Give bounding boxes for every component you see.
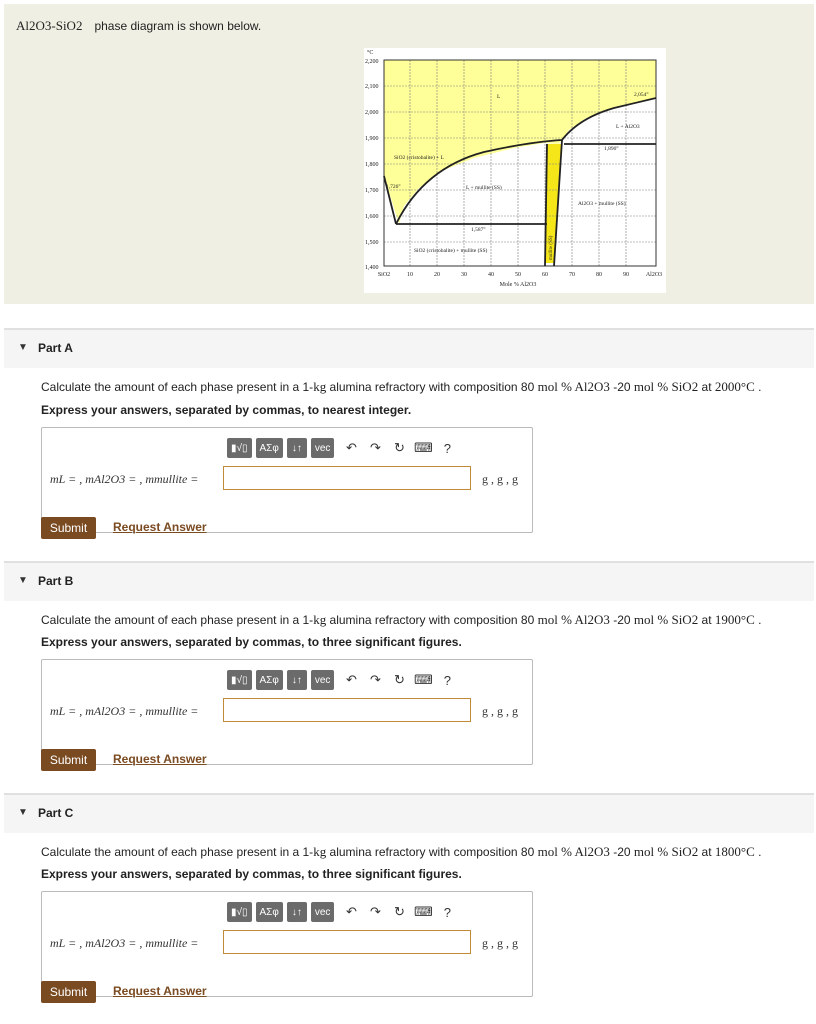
request-answer-link[interactable]: Request Answer	[113, 520, 207, 534]
question-text: alumina refractory with composition 80	[326, 613, 538, 627]
y-tick: 1,400	[365, 265, 379, 271]
question-unit: mol	[537, 379, 558, 394]
help-icon[interactable]: ?	[443, 440, 452, 456]
submit-button[interactable]: Submit	[41, 981, 96, 1003]
question-text: .	[754, 613, 762, 627]
x-tick: 80	[596, 272, 602, 278]
temp-1726: 1,726°	[386, 184, 401, 190]
region-l-al2o3: L + Al2O3	[616, 124, 640, 130]
x-tick: 20	[434, 272, 440, 278]
reset-icon[interactable]: ↻	[393, 672, 405, 687]
x-axis-label: Mole % Al2O3	[499, 282, 537, 288]
reset-icon[interactable]: ↻	[393, 440, 405, 455]
region-sio2-mullite: SiO2 (cristobalite) + mullite (SS)	[414, 248, 488, 254]
part-b-question	[41, 612, 761, 628]
question-unit: kg	[313, 844, 327, 859]
x-tick: 60	[542, 272, 548, 278]
question-temp: 2000°C	[714, 379, 755, 394]
answer-label: mL = , mAl2O3 = , mmullite =	[50, 936, 199, 950]
question-text: -20	[609, 380, 634, 394]
chevron-down-icon[interactable]: ▼	[18, 575, 28, 586]
question-unit: kg	[313, 612, 327, 627]
question-text: .	[754, 845, 762, 859]
request-answer-link[interactable]: Request Answer	[113, 984, 207, 998]
undo-icon[interactable]: ↶	[345, 672, 357, 687]
temp-1587: 1,587°	[471, 227, 486, 233]
math-toolbar	[227, 437, 458, 459]
question-formula: Al2O3	[574, 844, 610, 859]
help-icon[interactable]: ?	[443, 904, 452, 920]
chevron-down-icon[interactable]: ▼	[18, 807, 28, 818]
region-sio2-l: SiO2 (cristobalite) + L	[394, 155, 444, 161]
question-formula: Al2O3	[574, 612, 610, 627]
x-tick: SiO2	[377, 272, 391, 278]
answer-units: g , g , g	[482, 936, 518, 950]
y-tick: 1,600	[365, 214, 379, 220]
submit-button[interactable]: Submit	[41, 749, 96, 771]
templates-button[interactable]: ▮√▯	[227, 902, 252, 922]
part-a-instruction: Express your answers, separated by commas, to nearest integer.	[41, 403, 412, 417]
y-axis-unit: °C	[367, 50, 374, 56]
chevron-down-icon[interactable]: ▼	[18, 342, 28, 353]
reset-icon[interactable]: ↻	[393, 904, 405, 919]
templates-button[interactable]: ▮√▯	[227, 438, 252, 458]
redo-icon[interactable]: ↷	[369, 904, 381, 919]
greek-button[interactable]: ΑΣφ	[256, 438, 283, 458]
region-mullite: mullite (SS)	[549, 235, 554, 260]
region-l-mullite: L + mullite (SS)	[466, 185, 502, 191]
x-tick: Al2O3	[645, 272, 663, 278]
region-liquid: L	[497, 94, 501, 100]
diagram-fill-region	[384, 60, 656, 224]
x-tick: 40	[488, 272, 494, 278]
part-b-answer-box	[41, 659, 533, 765]
temp-2054: 2,054°	[634, 92, 649, 98]
question-formula: SiO2	[671, 844, 699, 859]
question-formula: Al2O3	[574, 379, 610, 394]
greek-button[interactable]: ΑΣφ	[256, 902, 283, 922]
part-b-header[interactable]	[4, 561, 814, 601]
question-temp: 1800°C	[714, 844, 755, 859]
part-c-title: Part C	[38, 806, 74, 820]
question-text: -20	[609, 613, 634, 627]
y-tick: 1,500	[365, 240, 379, 246]
question-unit: mol	[633, 612, 655, 627]
question-unit: mol	[633, 379, 655, 394]
math-toolbar	[227, 901, 458, 923]
question-text: at	[698, 613, 715, 627]
question-unit: kg	[313, 379, 327, 394]
region-al2o3-mullite: Al2O3 + mullite (SS)	[578, 201, 626, 207]
keyboard-icon[interactable]: ⌨	[414, 440, 433, 455]
templates-button[interactable]: ▮√▯	[227, 670, 252, 690]
part-a-answer-box	[41, 427, 533, 533]
intro-text	[16, 18, 261, 34]
intro-sentence: phase diagram is shown below.	[94, 19, 262, 33]
greek-button[interactable]: ΑΣφ	[256, 670, 283, 690]
answer-input[interactable]	[223, 930, 471, 954]
answer-input[interactable]	[223, 466, 471, 490]
keyboard-icon[interactable]: ⌨	[414, 672, 433, 687]
question-unit: %	[557, 612, 575, 627]
math-toolbar	[227, 669, 458, 691]
question-unit: %	[557, 844, 575, 859]
x-tick: 70	[569, 272, 575, 278]
part-c-question	[41, 844, 761, 860]
question-text: at	[698, 845, 715, 859]
x-tick: 50	[515, 272, 521, 278]
part-c-instruction: Express your answers, separated by commas, to three significant figures.	[41, 867, 462, 881]
problem-intro	[4, 4, 814, 304]
question-text: Calculate the amount of each phase present in a 1-	[41, 613, 314, 627]
part-b-title: Part B	[38, 574, 74, 588]
arrows-button[interactable]: ↓↑	[287, 902, 307, 922]
undo-icon[interactable]: ↶	[345, 440, 357, 455]
x-tick: 30	[461, 272, 467, 278]
question-unit: mol	[537, 844, 558, 859]
question-text: Calculate the amount of each phase present in a 1-	[41, 380, 314, 394]
y-tick: 2,100	[365, 84, 379, 90]
arrows-button[interactable]: ↓↑	[287, 670, 307, 690]
question-unit: %	[654, 612, 672, 627]
redo-icon[interactable]: ↷	[369, 440, 381, 455]
y-tick: 1,900	[365, 136, 379, 142]
vector-button[interactable]: vec	[311, 438, 335, 458]
keyboard-icon[interactable]: ⌨	[414, 904, 433, 919]
vector-button[interactable]: vec	[311, 902, 335, 922]
intro-formula: Al2O3-SiO2	[16, 18, 83, 33]
part-a-question	[41, 379, 761, 395]
question-text: alumina refractory with composition 80	[326, 380, 538, 394]
part-a-title: Part A	[38, 341, 73, 355]
phase-diagram	[364, 48, 666, 293]
temp-1890: 1,890°	[604, 146, 619, 152]
answer-label: mL = , mAl2O3 = , mmullite =	[50, 704, 199, 718]
question-text: Calculate the amount of each phase present in a 1-	[41, 845, 314, 859]
x-tick: 10	[407, 272, 413, 278]
answer-input[interactable]	[223, 698, 471, 722]
part-b-instruction: Express your answers, separated by commas, to three significant figures.	[41, 635, 462, 649]
answer-units: g , g , g	[482, 472, 518, 486]
question-unit: %	[654, 844, 672, 859]
y-tick: 1,800	[365, 162, 379, 168]
request-answer-link[interactable]: Request Answer	[113, 752, 207, 766]
question-text: alumina refractory with composition 80	[326, 845, 538, 859]
question-unit: %	[557, 379, 575, 394]
question-text: -20	[609, 845, 634, 859]
vector-button[interactable]: vec	[311, 670, 335, 690]
question-formula: SiO2	[671, 612, 699, 627]
y-tick: 2,200	[365, 59, 379, 65]
question-text: at	[698, 380, 715, 394]
question-unit: %	[654, 379, 672, 394]
help-icon[interactable]: ?	[443, 672, 452, 688]
redo-icon[interactable]: ↷	[369, 672, 381, 687]
answer-units: g , g , g	[482, 704, 518, 718]
question-temp: 1900°C	[714, 612, 755, 627]
question-unit: mol	[633, 844, 655, 859]
question-formula: SiO2	[671, 379, 699, 394]
y-tick: 2,000	[365, 110, 379, 116]
part-a-header[interactable]	[4, 328, 814, 368]
undo-icon[interactable]: ↶	[345, 904, 357, 919]
y-tick: 1,700	[365, 188, 379, 194]
answer-label: mL = , mAl2O3 = , mmullite =	[50, 472, 199, 486]
part-c-answer-box	[41, 891, 533, 997]
part-c-header[interactable]	[4, 793, 814, 833]
x-tick: 90	[623, 272, 629, 278]
question-text: .	[754, 380, 762, 394]
question-unit: mol	[537, 612, 558, 627]
submit-button[interactable]: Submit	[41, 517, 96, 539]
arrows-button[interactable]: ↓↑	[287, 438, 307, 458]
